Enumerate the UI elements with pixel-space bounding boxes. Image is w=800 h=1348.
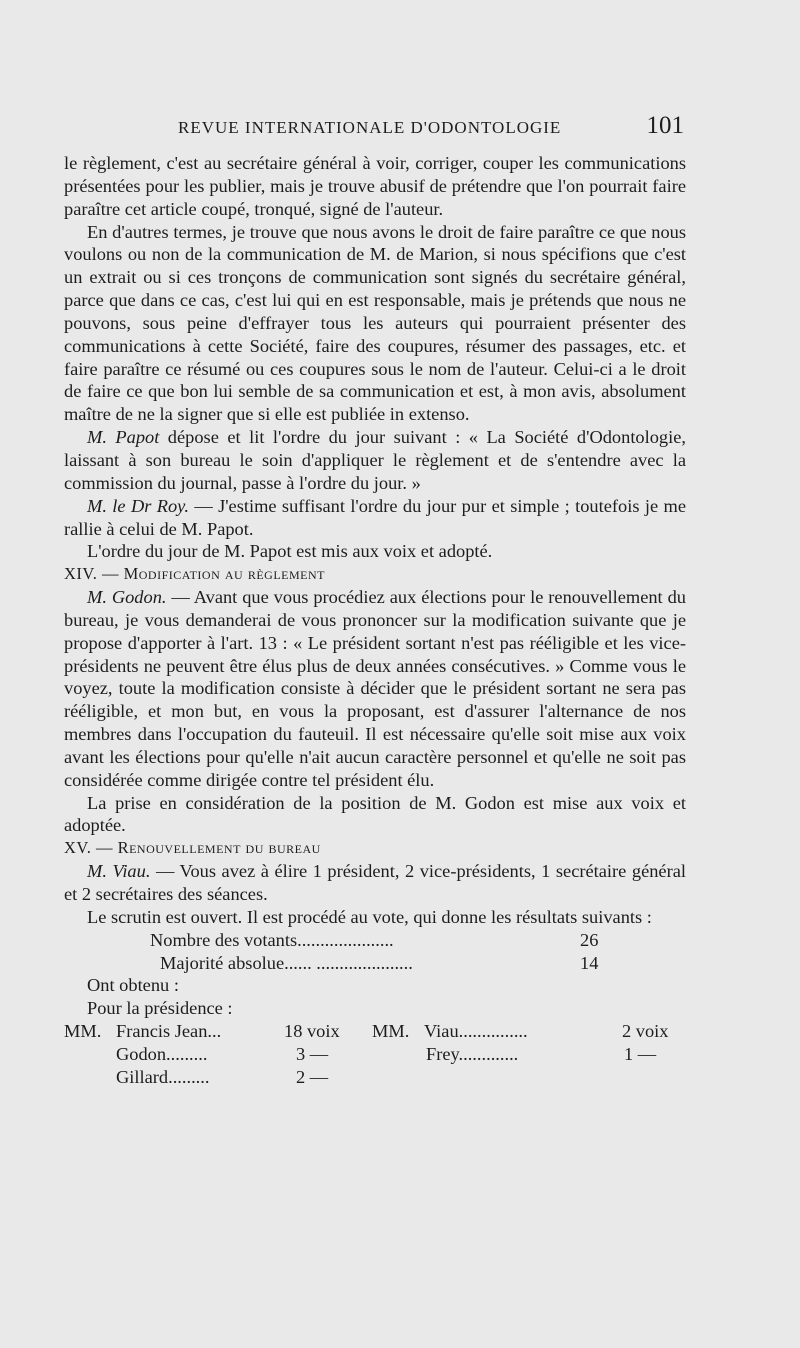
results-row bbox=[64, 952, 686, 975]
paragraph: L'ordre du jour de M. Papot est mis aux voix et adopté. bbox=[87, 541, 493, 562]
running-title: REVUE INTERNATIONALE D'ODONTOLOGIE bbox=[178, 118, 562, 137]
paragraph bbox=[64, 860, 686, 906]
paragraph bbox=[64, 495, 686, 541]
vote-row bbox=[64, 1043, 686, 1066]
vote-prefix: MM. bbox=[64, 1021, 102, 1042]
page-number: 101 bbox=[646, 112, 684, 139]
speech-text: dépose et lit l'ordre du jour suivant : « La Société d'Odontologie, laissant à son bureau le soin d'appliquer le règlement et de s'entendre avec la commission du journal, passe à l'ordre du jour. » bbox=[64, 427, 686, 493]
vote-row bbox=[64, 1020, 686, 1043]
results-label: Nombre des votants..................... bbox=[150, 929, 394, 950]
results-value: 26 bbox=[580, 929, 599, 950]
vote-count: 18 voix bbox=[284, 1021, 340, 1042]
paragraph: le règlement, c'est au secrétaire général à voir, corriger, couper les communications présentées pour les publier, mais je trouve abusif de prétendre que l'on pourrait faire paraître cet article coupé, tronqué, signé de l'auteur. bbox=[64, 153, 686, 219]
candidate-name: Francis Jean... bbox=[116, 1021, 222, 1042]
vote-count: 3 — bbox=[296, 1043, 329, 1064]
section-title: Modification au règlement bbox=[123, 564, 325, 584]
speech-text: — J'estime suffisant l'ordre du jour pur et simple ; toutefois je me rallie à celui de M. Papot. bbox=[64, 495, 686, 539]
paragraph bbox=[64, 586, 686, 792]
candidate-name: Viau............... bbox=[424, 1021, 528, 1042]
speaker-name: M. Godon. bbox=[87, 587, 167, 608]
paragraph: Le scrutin est ouvert. Il est procédé au vote, qui donne les résultats suivants : bbox=[87, 906, 652, 927]
section-number: XV. — bbox=[64, 838, 118, 858]
speaker-name: M. Viau. bbox=[87, 861, 151, 882]
speech-text: — Vous avez à élire 1 président, 2 vice-présidents, 1 secrétaire général et 2 secrétaires des séances. bbox=[64, 861, 686, 904]
candidate-name: Godon......... bbox=[116, 1043, 208, 1064]
speaker-name: M. le Dr Roy. bbox=[87, 495, 189, 516]
candidate-name: Gillard......... bbox=[116, 1066, 210, 1087]
candidate-name: Frey............. bbox=[426, 1043, 519, 1064]
page-header bbox=[64, 112, 686, 144]
paragraph bbox=[64, 426, 686, 495]
section-heading bbox=[64, 837, 686, 860]
results-label: Ont obtenu : bbox=[87, 975, 179, 996]
speaker-name: M. Papot bbox=[87, 427, 160, 448]
vote-prefix: MM. bbox=[372, 1021, 410, 1042]
section-title: Renouvellement du bureau bbox=[117, 838, 321, 858]
results-value: 14 bbox=[580, 952, 599, 973]
paragraph: La prise en considération de la position de M. Godon est mise aux voix et adoptée. bbox=[64, 792, 686, 836]
vote-row bbox=[64, 1066, 686, 1089]
body-text bbox=[64, 152, 686, 1089]
paragraph: En d'autres termes, je trouve que nous avons le droit de faire paraître ce que nous voulons ou non de la communication de M. de Marion, si nous spécifions que c'est un extrait ou si ces tronçons de communication sont signés du secrétaire général, parce que dans ce cas, c'est lui qui en est responsable, mais je prétends que nous ne pouvons, sous peine d'effrayer tous les auteurs qui pourraient présenter des communications à cette Société, faire des coupures, résumer des passages, etc. et faire paraître ce résumé ou ces coupures sous le nom de l'auteur. Celui-ci a le droit de faire ce que bon lui semble de sa communication et est, à mon avis, absolument maître de ne la signer que si elle est publiée in extenso. bbox=[64, 221, 686, 425]
results-label: Pour la présidence : bbox=[87, 998, 233, 1019]
section-number: XIV. — bbox=[64, 564, 124, 584]
results-row bbox=[64, 997, 686, 1020]
vote-count: 2 — bbox=[296, 1066, 329, 1087]
vote-count: 2 voix bbox=[622, 1021, 669, 1042]
results-row bbox=[64, 929, 686, 952]
section-heading bbox=[64, 563, 686, 586]
results-label: Majorité absolue...... ..................... bbox=[160, 952, 413, 973]
speech-text: — Avant que vous procédiez aux élections pour le renouvellement du bureau, je vous demanderai de vous prononcer sur la modification suivante que je propose d'apporter à l'art. 13 : « Le président sortant n'est pas rééligible et les vice-présidents ne peuvent être élus plus de deux années consécutives. » Comme vous le voyez, toute la modification consiste à décider que le président sortant ne sera pas rééligible, et mon but, en vous la proposant, est d'assurer l'alternance de nos membres dans l'occupation du fauteuil. Il est nécessaire qu'elle soit mise aux voix avant les élections pour qu'elle n'ait aucun caractère personnel et qu'elle ne soit pas considérée comme dirigée contre tel président élu. bbox=[64, 587, 686, 790]
vote-count: 1 — bbox=[624, 1043, 657, 1064]
results-row bbox=[64, 974, 686, 997]
